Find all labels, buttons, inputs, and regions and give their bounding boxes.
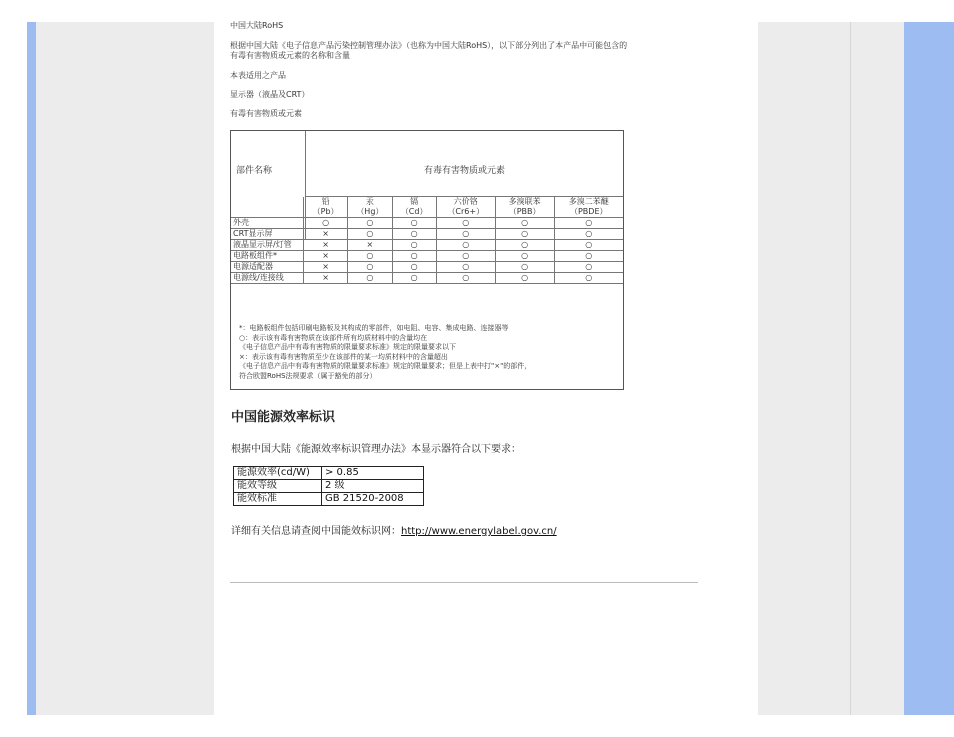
rohs-intro: 根据中国大陆《电子信息产品污染控制管理办法》（也称为中国大陆RoHS），以下部分列出了本产品中可能包含的有毒有害物质或元素的名称和含量 (230, 41, 628, 60)
table-row: 外壳 ○ ○ ○ ○ ○ ○ (231, 218, 623, 229)
element-cell: 多溴二苯醚 （PBDE） (554, 197, 623, 218)
right-sidebar (758, 22, 904, 715)
right-sidebar-divider (850, 22, 851, 715)
table-row: 电源线/连接线 × ○ ○ ○ ○ ○ (231, 273, 623, 284)
element-cell: 铅 （Pb） (303, 197, 347, 218)
group-header-cell (306, 131, 623, 197)
left-accent-bar (27, 22, 36, 715)
element-header-row (231, 197, 623, 218)
energy-heading: 中国能源效率标识 (231, 410, 336, 425)
rohs-table (231, 197, 623, 284)
table-row: 电路板组件* × ○ ○ ○ ○ ○ (231, 251, 623, 262)
element-cell: 镉 （Cd） (392, 197, 436, 218)
energy-requirement: 根据中国大陆《能源效率标识管理办法》本显示器符合以下要求： (231, 444, 521, 455)
table-row: CRT显示屏 × ○ ○ ○ ○ ○ (231, 229, 623, 240)
table-row: 电源适配器 × ○ ○ ○ ○ ○ (231, 262, 623, 273)
right-accent-bar (904, 22, 954, 715)
rohs-title: 中国大陆RoHS (230, 21, 284, 30)
element-cell: 六价铬 （Cr6+） (436, 197, 495, 218)
table-row: 能效标准 GB 21520-2008 (234, 493, 424, 506)
note-line: 《电子信息产品中有毒有害物质的限量要求标准》规定的限量要求以下 (239, 343, 456, 351)
divider (230, 582, 698, 583)
note-line: ○：表示该有毒有害物质在该部件所有均质材料中的含量均在 (239, 333, 428, 342)
part-header: 部件名称 (236, 166, 273, 176)
table-notes (239, 324, 619, 381)
element-cell: 汞 （Hg） (348, 197, 392, 218)
table-row: 能源效率(cd/W) > 0.85 (234, 467, 424, 480)
rohs-table-image (230, 130, 624, 390)
table-row: 液晶显示屏/灯管 × × ○ ○ ○ ○ (231, 240, 623, 251)
energy-table (233, 466, 424, 506)
group-header: 有毒有害物质或元素 (423, 166, 505, 176)
note-line: 符合欧盟RoHS法规要求（属于豁免的部分） (239, 371, 377, 380)
energylabel-link[interactable]: http://www.energylabel.gov.cn/ (401, 526, 557, 537)
more-info-text: 详细有关信息请查阅中国能效标识网： (231, 526, 401, 537)
substances-heading: 有毒有害物质或元素 (230, 109, 302, 118)
note-line: *：电路板组件包括印刷电路板及其构成的零部件，如电阻、电容、集成电路、连接器等 (239, 324, 509, 332)
note-line: 《电子信息产品中有毒有害物质的限量要求标准》规定的限量要求；但是上表中打"×"的部件， (239, 362, 532, 370)
note-line: ×：表示该有毒有害物质至少在该部件的某一均质材料中的含量超出 (239, 352, 448, 361)
more-info (231, 522, 557, 537)
element-cell: 多溴联苯 （PBB） (495, 197, 554, 218)
table-row: 能效等级 2 级 (234, 480, 424, 493)
product-type: 显示器（液晶及CRT） (230, 90, 310, 99)
left-sidebar (36, 22, 214, 715)
applicable-heading: 本表适用之产品 (230, 71, 286, 80)
